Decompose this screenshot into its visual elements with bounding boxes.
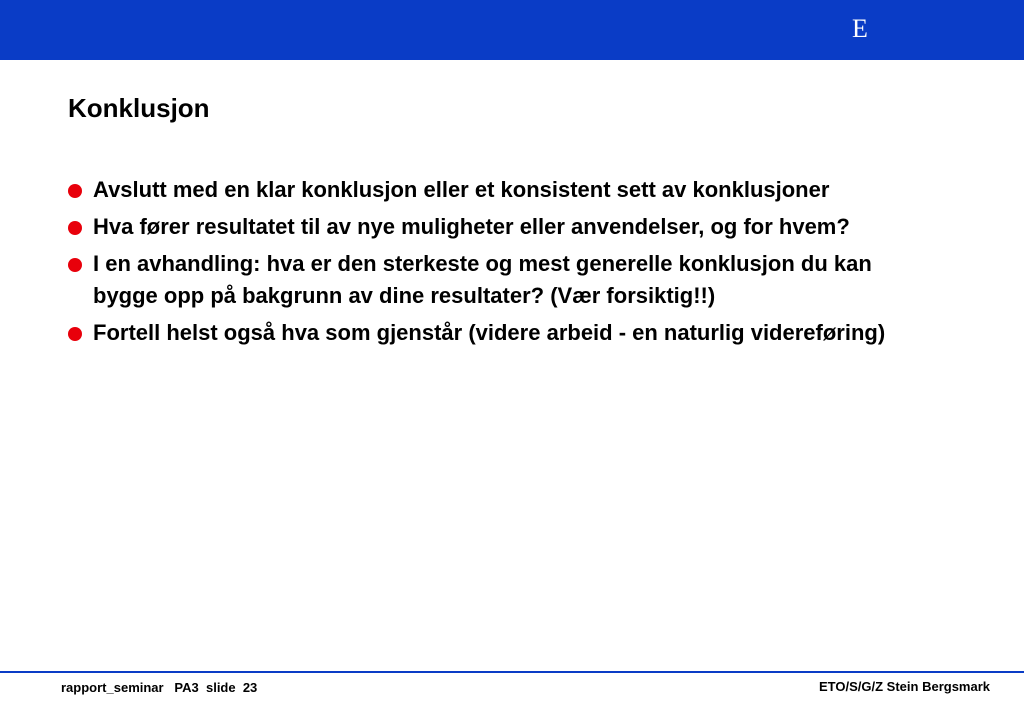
bullet-text: Fortell helst også hva som gjenstår (videre arbeid - en naturlig videreføring) — [93, 320, 886, 345]
red-dot-bullet-icon — [68, 221, 82, 235]
red-dot-bullet-icon — [68, 184, 82, 198]
bullet-item — [68, 248, 908, 312]
header-bar — [0, 0, 1024, 60]
bullet-item — [68, 174, 908, 206]
bullet-list — [68, 174, 908, 354]
red-dot-bullet-icon — [68, 327, 82, 341]
logo-e: E — [852, 14, 868, 43]
bullet-text: I en avhandling: hva er den sterkeste og mest generelle konklusjon du kan bygge opp på bakgrunn av dine resultater? (Vær forsiktig!!) — [93, 251, 872, 308]
bullet-item — [68, 211, 908, 243]
slide-title: Konklusjon — [68, 93, 210, 123]
bullet-item — [68, 317, 908, 349]
bullet-text: Avslutt med en klar konklusjon eller et konsistent sett av konklusjoner — [93, 177, 830, 202]
footer-divider — [0, 671, 1024, 673]
footer-slide-info: rapport_seminar PA3 slide 23 — [61, 680, 258, 695]
footer-author: ETO/S/G/Z Stein Bergsmark — [819, 679, 990, 694]
bullet-text: Hva fører resultatet til av nye muligheter eller anvendelser, og for hvem? — [93, 214, 850, 239]
red-dot-bullet-icon — [68, 258, 82, 272]
